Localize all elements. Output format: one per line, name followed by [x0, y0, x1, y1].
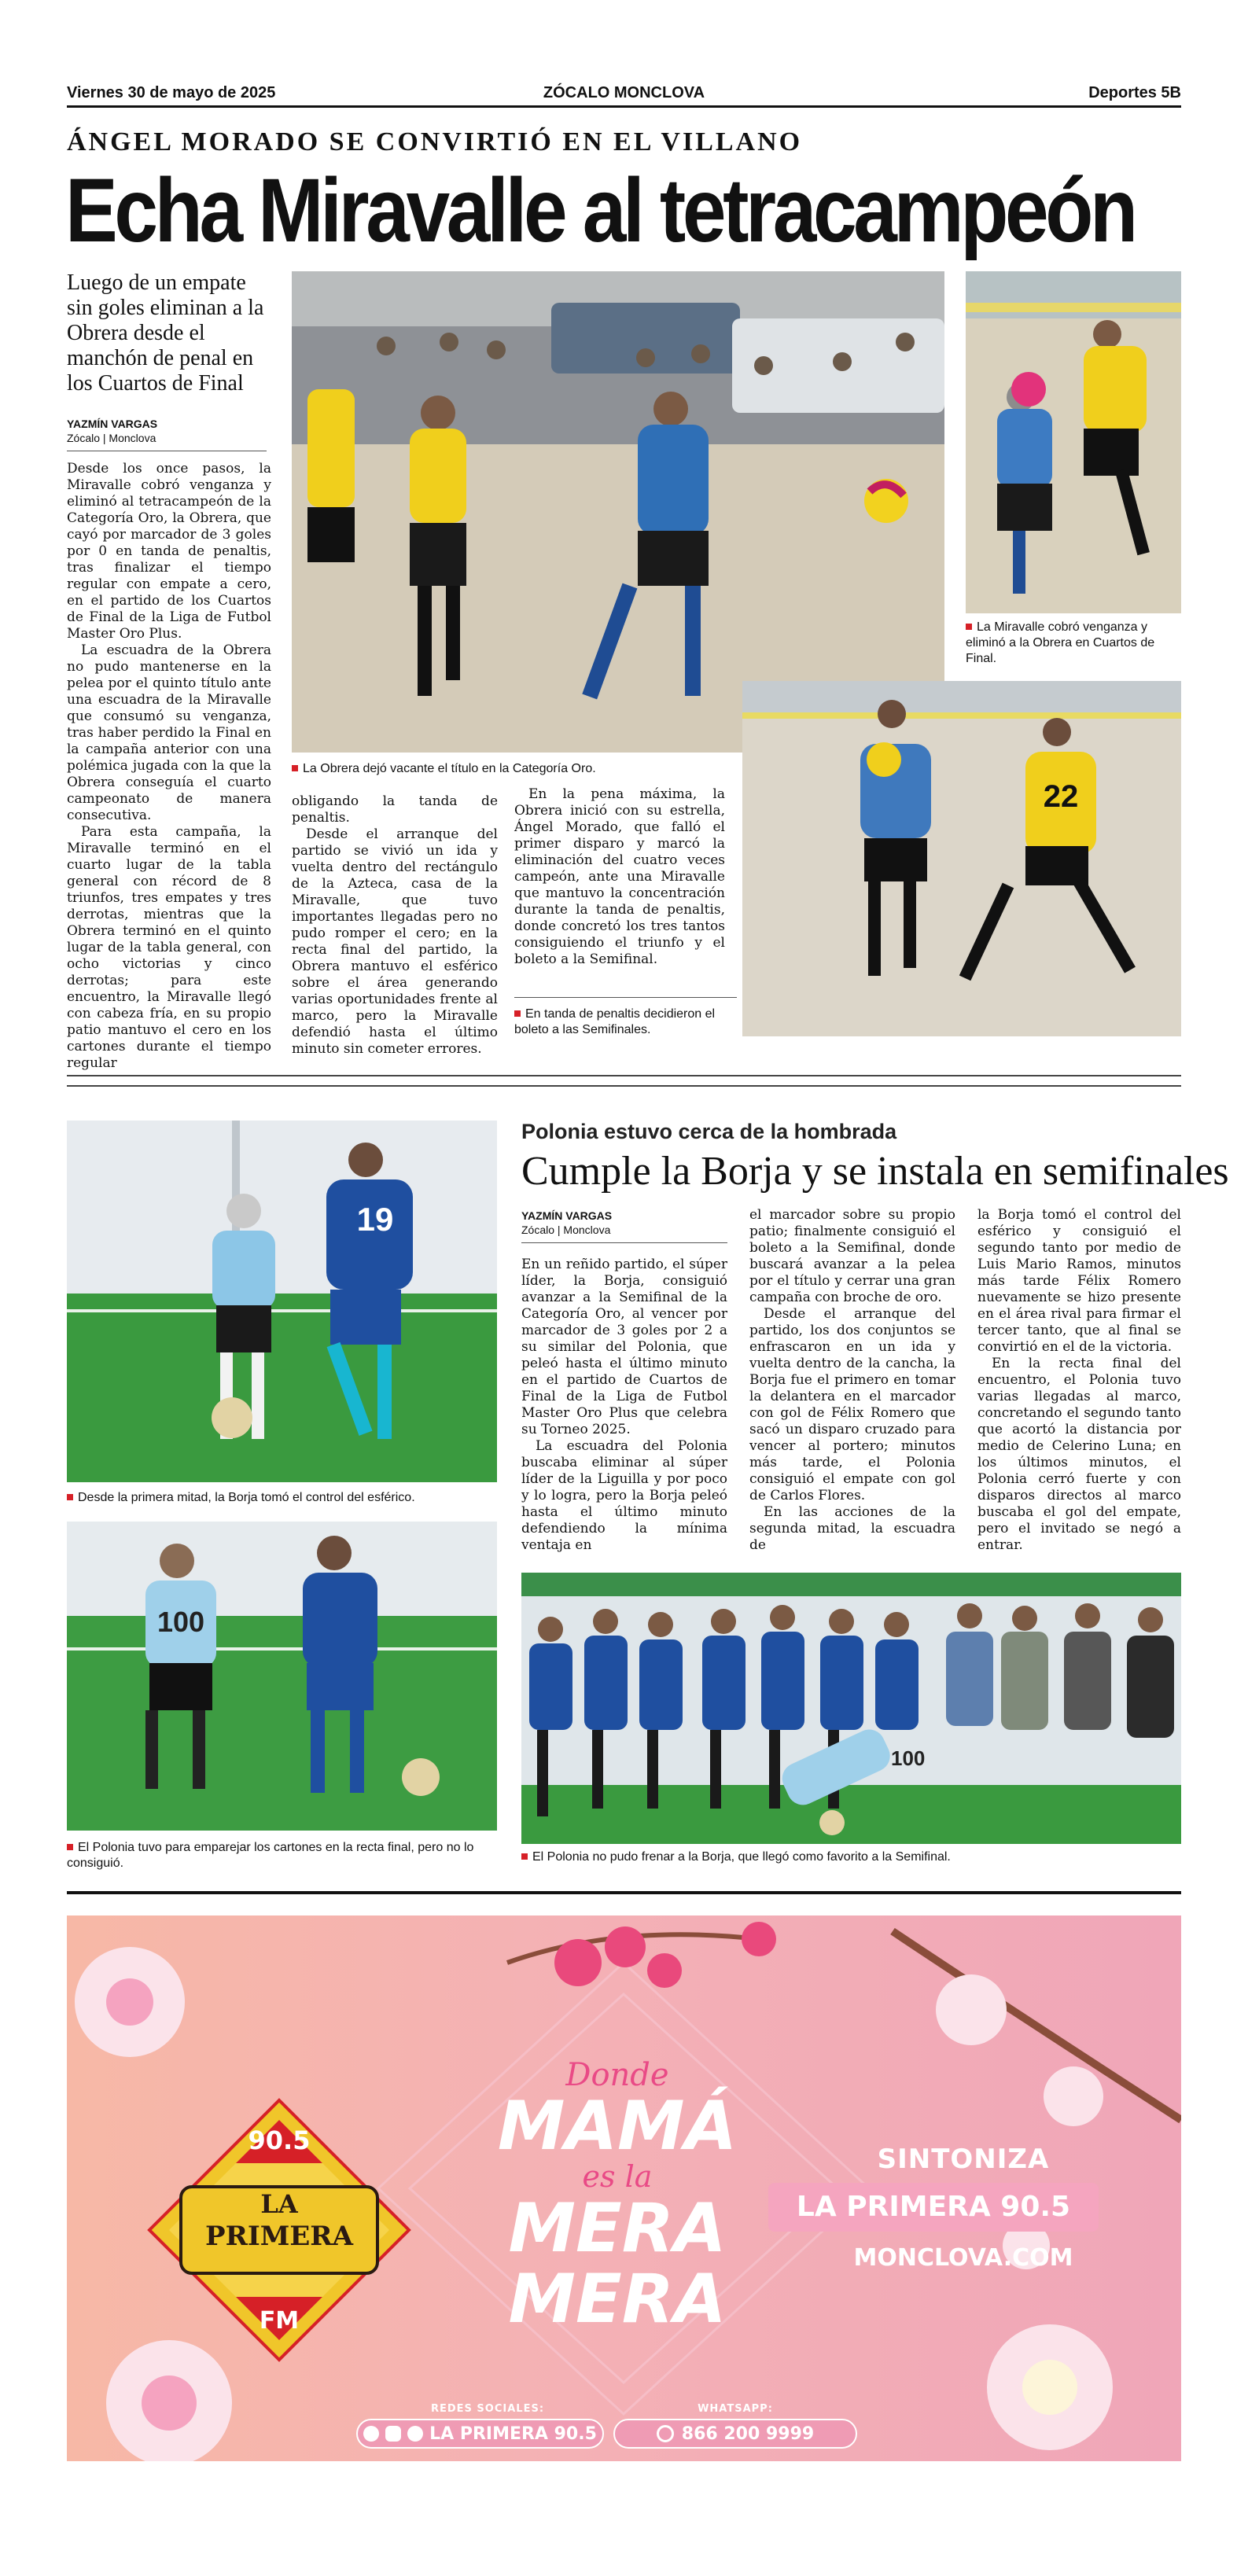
- paragraph: obligando la tanda de penaltis.: [292, 793, 498, 826]
- story1-photo-topright: [966, 271, 1181, 613]
- caption-bullet: [67, 1844, 73, 1850]
- radio-advertisement[interactable]: [67, 1915, 1181, 2461]
- story1-column-2: [292, 793, 498, 1058]
- story1-deck: Luego de un empate sin goles eliminan a la Obrera desde el manchón de penal en los Cuartos de Final: [67, 270, 264, 396]
- paragraph: el marcador sobre su propio patio; finalmente consiguió el boleto a la Semifinal, donde buscará avanzar a la pelea por el título y cerrar una gran campaña con broche de oro.: [749, 1207, 955, 1305]
- tiktok-icon: [407, 2426, 423, 2442]
- story1-column-1: [67, 461, 271, 1072]
- soccer-field-photo: [67, 1121, 497, 1482]
- ad-whatsapp-number: 866 200 9999: [681, 2423, 815, 2444]
- ad-word-mera-2: MERA: [508, 2260, 727, 2339]
- story1-byline: [67, 417, 267, 445]
- paragraph: Desde los once pasos, la Miravalle cobró venganza y eliminó al tetracampeón de la Categoría Oro, la Obrera, que cayó por marcador de 3 goles por 0 en tanda de penaltis, tras finalizar el tiempo regular con empate a cero, en el partido de los Cuartos de Final de la Liga de Futbol Master Oro Plus.: [67, 461, 271, 642]
- byline-author: YAZMÍN VARGAS: [521, 1209, 613, 1222]
- story2-kicker: Polonia estuvo cerca de la hombrada: [521, 1120, 897, 1143]
- story1-kicker: ÁNGEL MORADO SE CONVIRTIÓ EN EL VILLANO: [67, 127, 803, 156]
- story1-photo-bottomright: [742, 681, 1181, 1036]
- caption-bullet: [966, 624, 972, 630]
- section-divider-top: [67, 1075, 1181, 1076]
- story2-photo-2: [67, 1522, 497, 1831]
- ad-sintoniza: SINTONIZA: [877, 2144, 1050, 2175]
- paragraph: La escuadra del Polonia buscaba eliminar al súper líder de la Liguilla y por poco y lo logra, pero la Borja peleó hasta el último minuto defendiendo la mínima ventaja en: [521, 1438, 727, 1553]
- story2-caption-left2: El Polonia tuvo para emparejar los cartones en la recta final, pero no lo consiguió.: [67, 1841, 474, 1870]
- svg-text:22: 22: [1043, 779, 1079, 814]
- paragraph: Desde el arranque del partido se vivió un ida y vuelta dentro del rectángulo de la Azteca, casa de la Miravalle, que tuvo importantes llegadas pero no pudo romper el cero; en la recta final del partido, la Obrera mantuvo el esférico sobre el área generando varias oportunidades frente al marco, pero la Miravalle defendió hasta el último minuto sin cometer errores.: [292, 826, 498, 1057]
- caption-bullet: [521, 1853, 528, 1860]
- paragraph: la Borja tomó el control del esférico y consiguió el segundo tanto por medio de Luis Mario Ramos, minutos más tarde Félix Romero nuevamente se hizo presente en el área rival para firmar el tercer tanto, que al final se convirtió en el de la victoria.: [977, 1207, 1181, 1355]
- ad-website-link[interactable]: MONCLOVA.COM: [853, 2244, 1073, 2272]
- byline-rule: [521, 1242, 727, 1243]
- paragraph: En un reñido partido, el súper líder, la Borja, consiguió avanzar a la Semifinal de la Categoría Oro, al vencer por marcador de 3 goles por 2 a su similar del Polonia, que peleó hasta el último minuto en el partido de Cuartos de Final de la Liga de Futbol Master Oro Plus que celebra su Torneo 2025.: [521, 1257, 727, 1437]
- instagram-icon: [385, 2426, 401, 2442]
- logo-frequency: 90.5: [248, 2125, 311, 2155]
- story2-group-photo: [521, 1573, 1181, 1844]
- team-photo: [521, 1573, 1181, 1844]
- story2-column-2: [749, 1207, 955, 1554]
- caption-bullet: [514, 1010, 521, 1017]
- ad-social-handle: LA PRIMERA 90.5: [429, 2423, 597, 2444]
- svg-text:19: 19: [356, 1201, 394, 1238]
- ad-script-esla: es la: [582, 2159, 653, 2194]
- ad-word-mera-1: MERA: [508, 2189, 727, 2268]
- ad-divider: [67, 1891, 1181, 1894]
- byline-source: Zócalo | Monclova: [67, 432, 156, 444]
- ad-whatsapp-label: WHATSAPP:: [698, 2403, 773, 2415]
- story2-headline: Cumple la Borja y se instala en semifinales: [521, 1149, 1229, 1194]
- story2-byline: [521, 1209, 727, 1237]
- story1-caption-topright: La Miravalle cobró venganza y eliminó a la Obrera en Cuartos de Final.: [966, 620, 1155, 665]
- header-rule: [67, 105, 1181, 108]
- header-date: Viernes 30 de mayo de 2025: [67, 84, 276, 101]
- header-paper-name: ZÓCALO MONCLOVA: [543, 84, 705, 101]
- story2-column-3: [977, 1207, 1181, 1554]
- ad-script-donde: Donde: [565, 2057, 669, 2093]
- story2-caption-group: El Polonia no pudo frenar a la Borja, que llegó como favorito a la Semifinal.: [521, 1849, 1181, 1865]
- ad-whatsapp-pill[interactable]: [613, 2419, 857, 2449]
- byline-author: YAZMÍN VARGAS: [67, 418, 158, 430]
- header-section: Deportes 5B: [1088, 84, 1181, 101]
- paragraph: En la recta final del encuentro, el Polonia tuvo varias llegadas al marco, concretando el segundo tanto que acortó la distancia por medio de Celerino Luna; en los últimos minutos, el Polonia cerró fuerte y con disparos directos al marco buscaba el gol del empate, pero el invitado se negó a entrar.: [977, 1356, 1181, 1553]
- ad-social-pill[interactable]: [356, 2419, 604, 2449]
- paragraph: Desde el arranque del partido, los dos conjuntos se enfrascaron en un ida y vuelta dentro de la cancha, la Borja fue el primero en tomar la delantera en el marcador con gol de Félix Romero que sacó un disparo cruzado para vencer al portero; minutos más tarde, el Polonia consiguió el empate con gol de Carlos Flores.: [749, 1306, 955, 1503]
- soccer-ball-control-photo: [67, 1522, 497, 1831]
- story1-caption-main: La Obrera dejó vacante el título en la Categoría Oro.: [292, 761, 764, 777]
- story1-headline: Echa Miravalle al tetracampeón: [65, 160, 1135, 261]
- byline-source: Zócalo | Monclova: [521, 1224, 611, 1236]
- caption-bullet: [67, 1494, 73, 1500]
- ad-social-label: REDES SOCIALES:: [430, 2403, 545, 2415]
- paragraph: Para esta campaña, la Miravalle terminó en el cuarto lugar de la tabla general con récord de 8 triunfos, tres empates y tres derrotas, mientras que la Obrera terminó en el quinto lugar de la tabla general, con ocho victorias y cinco derrotas; para este encuentro, la Miravalle llegó con cabeza fría, en su propio patio mantuvo el cero en los cartones durante el tiempo regular: [67, 824, 271, 1071]
- ad-station-badge[interactable]: LA PRIMERA 90.5: [768, 2183, 1099, 2232]
- logo-fm: FM: [259, 2307, 300, 2335]
- story2-photo-1: [67, 1121, 497, 1482]
- paragraph: La escuadra de la Obrera no pudo mantenerse en la pelea por el quinto título ante una escuadra de la Miravalle que consumó su venganza, tras haber perdido la Final en la campaña anterior con una polémica jugada con la que la Obrera conseguía el cuarto campeonato de manera consecutiva.: [67, 642, 271, 823]
- paragraph: En la pena máxima, la Obrera inició con su estrella, Ángel Morado, que falló el primer disparo y marcó la eliminación del cuatro veces campeón, ante una Miravalle que mantuvo la concentración durante la tanda de penaltis, donde concretó los tres tantos consiguiendo el triunfo y el boleto a la Semifinal.: [514, 786, 725, 967]
- svg-text:100: 100: [156, 1606, 205, 1638]
- caption-rule: [514, 997, 737, 998]
- logo-primera: PRIMERA: [205, 2221, 353, 2252]
- logo-la: LA: [260, 2189, 298, 2219]
- whatsapp-icon: [657, 2425, 674, 2442]
- story2-column-1: [521, 1257, 727, 1554]
- paragraph: En las acciones de la segunda mitad, la escuadra de: [749, 1504, 955, 1553]
- section-divider-bottom: [67, 1085, 1181, 1087]
- facebook-icon: [363, 2426, 379, 2442]
- ad-word-mama: MAMÁ: [497, 2087, 738, 2166]
- soccer-duel-photo: [966, 271, 1181, 613]
- story1-caption-bottomright: En tanda de penaltis decidieron el boleto a las Semifinales.: [514, 1007, 716, 1036]
- soccer-shot-photo: [742, 681, 1181, 1036]
- story1-column-3: [514, 786, 725, 968]
- caption-bullet: [292, 765, 298, 771]
- story2-caption-left1: Desde la primera mitad, la Borja tomó el control del esférico.: [67, 1490, 497, 1506]
- svg-text:100: 100: [891, 1746, 926, 1770]
